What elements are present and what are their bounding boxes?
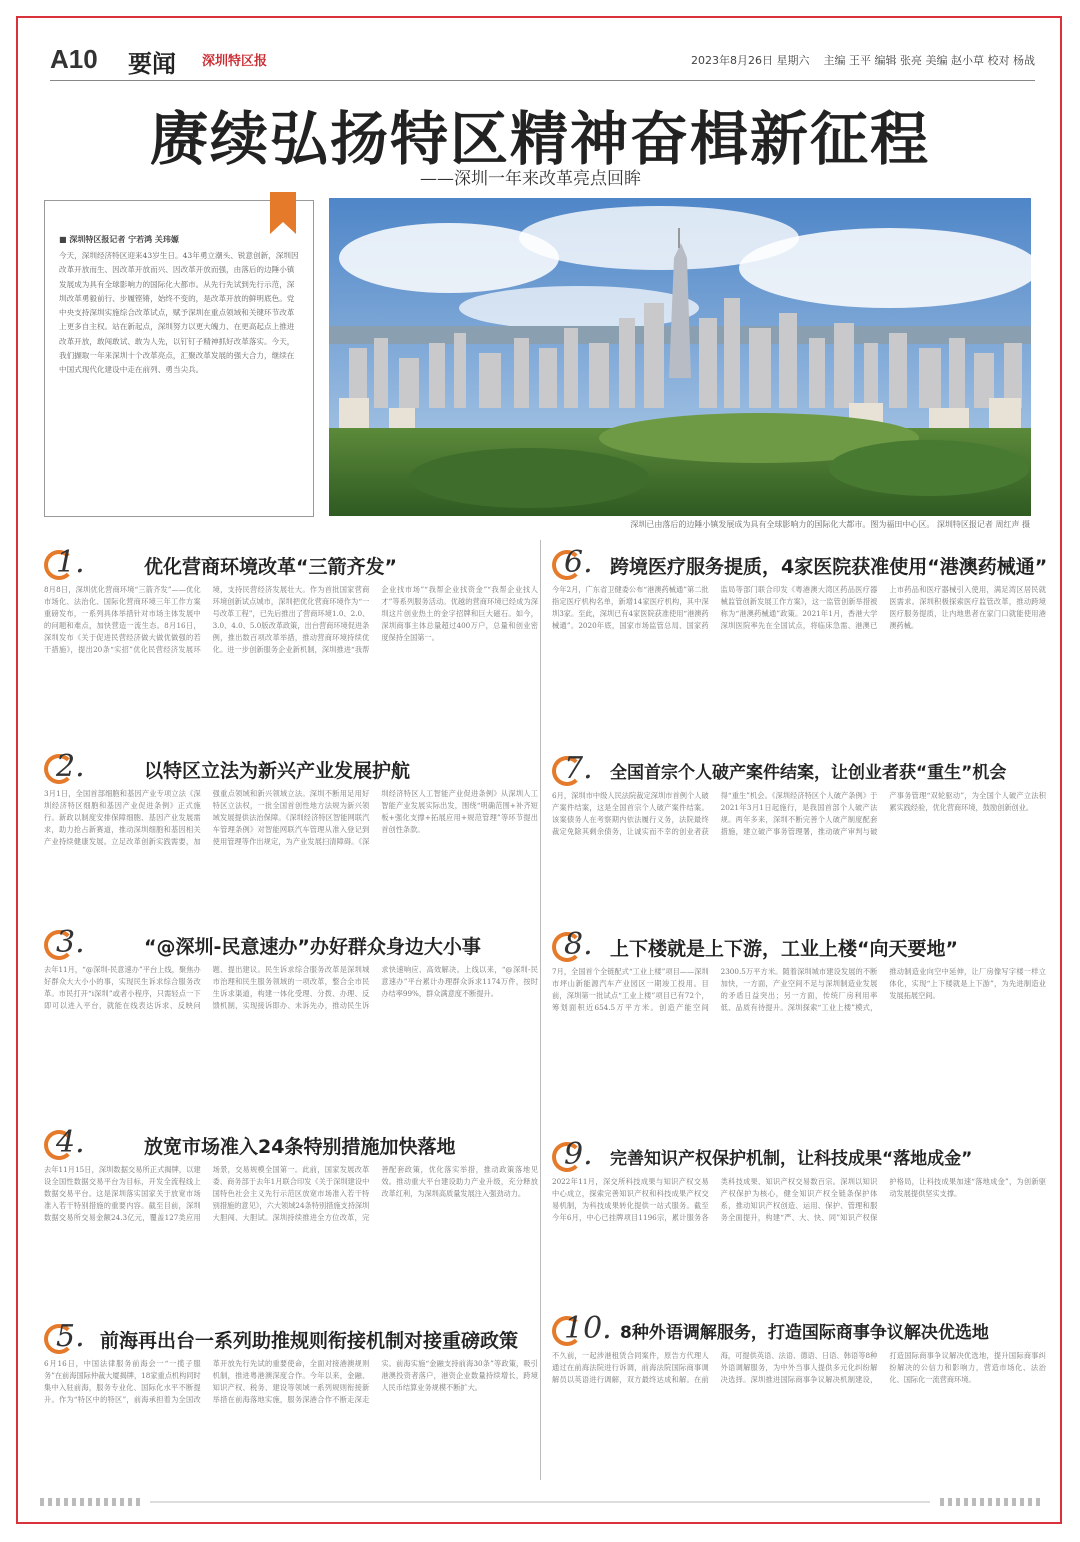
header-info bbox=[691, 52, 1035, 68]
section-title: 以特区立法为新兴产业发展护航 bbox=[144, 760, 411, 782]
section-title: 跨境医疗服务提质，4家医院获准使用“港澳药械通” bbox=[610, 556, 1048, 578]
section-title: 8种外语调解服务，打造国际商事争议解决优选地 bbox=[620, 1323, 989, 1343]
issue-date: 2023年8月26日 星期六 bbox=[691, 54, 810, 67]
section-number: 9. bbox=[564, 1137, 593, 1172]
newspaper-logo: 深圳特区报 bbox=[202, 54, 268, 69]
section-number: 3. bbox=[56, 925, 85, 960]
section-number-badge bbox=[552, 1311, 612, 1350]
bookmark-icon bbox=[270, 192, 296, 234]
section-body: 2022年11月，深交所科技成果与知识产权交易中心成立，探索完善知识产权和科技成果产权交易机制，为科技成果转化提供一站式服务。截至今年6月，中心已挂牌项目1196宗，累计服务各类科技成果、知识产权交易数百宗。深圳以知识产权保护为核心，健全知识产权全链条保护体系，推动知识产权创造、运用、保护、管理和服务全面提升，构建“严、大、快、同”知识产权保护格局，让科技成果加速“落地成金”，为创新驱动发展提供坚实支撑。 bbox=[552, 1177, 1046, 1222]
section-6 bbox=[552, 545, 1048, 748]
section-title: 上下楼就是上下游，工业上楼“向天要地” bbox=[610, 938, 958, 960]
section-body: 6月，深圳市中级人民法院裁定深圳市首例个人破产案件结案，这是全国首宗个人破产案件结案。该案债务人在考察期内依法履行义务，法院最终裁定免除其剩余债务，让诚实而不幸的创业者获得“重生”机会。《深圳经济特区个人破产条例》于2021年3月1日起施行，是我国首部个人破产法规。两年多来，深圳不断完善个人破产制度配套措施，建立破产事务管理署，推动破产审判与破产事务管理“双轮驱动”，为全国个人破产立法积累实践经验，优化营商环境，鼓励创新创业。 bbox=[552, 791, 1046, 836]
section-title: 优化营商环境改革“三箭齐发” bbox=[144, 556, 397, 578]
section-7 bbox=[552, 751, 1046, 934]
reporter-byline: ■ 深圳特区报记者 宁若鸿 关玮嫄 bbox=[59, 235, 179, 244]
section-number: 4. bbox=[56, 1125, 85, 1160]
section-number-badge bbox=[552, 751, 612, 790]
section-title: “@深圳-民意速办”办好群众身边大小事 bbox=[144, 936, 481, 958]
section-number-badge bbox=[44, 925, 104, 964]
editor-credits: 主编 王平 编辑 张亮 美编 赵小草 校对 杨战 bbox=[823, 54, 1035, 67]
city-skyline-photo bbox=[329, 198, 1031, 516]
section-title: 全国首宗个人破产案件结案，让创业者获“重生”机会 bbox=[610, 763, 1007, 783]
section-number-badge bbox=[552, 1137, 612, 1176]
section-body: 6月16日，中国法律服务前海会一“一揽子服务”在前海国际仲裁大厦揭牌，18家重点机构同时集中入驻前海，服务专业化、国际化水平不断提升。作为“特区中的特区”，前海承担着为全国改革开放先行先试的重要使命，全面对接港澳规则机制，推进粤港澳深度合作。今年以来，金融、知识产权、税务、建设等领域一系列规则衔接新举措在前海落地实施，服务深港合作不断走深走实。前海实施“金融支持前海30条”等政策，吸引港澳投资者落户，港资企业数量持续增长，跨境人民币结算业务规模不断扩大。 bbox=[44, 1359, 538, 1404]
page-footer bbox=[40, 1498, 1040, 1508]
section-2 bbox=[44, 749, 538, 928]
section-number: 1. bbox=[56, 545, 85, 580]
section-number: 7. bbox=[564, 751, 593, 786]
section-title: 放宽市场准入24条特别措施加快落地 bbox=[144, 1136, 456, 1158]
section-body: 今年2月，广东省卫健委公布“港澳药械通”第二批指定医疗机构名单，新增14家医疗机构，其中深圳3家。至此，深圳已有4家医院获准使用“港澳药械通”。2020年底，国家市场监管总局、国家药监局等部门联合印发《粤港澳大湾区药品医疗器械监管创新发展工作方案》，这一监管创新举措被称为“港澳药械通”政策。2021年1月，香港大学深圳医院率先在全国试点，将临床急需、港澳已上市药品和医疗器械引入使用，满足湾区居民就医需求。深圳积极探索医疗监管改革，推动跨境医疗服务提质，让内地患者在家门口就能使用港澳药械。 bbox=[552, 585, 1046, 630]
section-number-badge bbox=[44, 749, 104, 788]
section-10 bbox=[552, 1311, 1046, 1492]
section-number: 6. bbox=[564, 545, 593, 580]
headline: 赓续弘扬特区精神奋楫新征程 bbox=[149, 105, 930, 173]
section-1 bbox=[44, 545, 538, 748]
subheadline: ——深圳一年来改革亮点回眸 bbox=[420, 169, 641, 189]
section-number: 5. bbox=[56, 1319, 85, 1354]
page-number: A10 bbox=[50, 44, 98, 74]
section-number-badge bbox=[552, 545, 612, 584]
section-title: 完善知识产权保护机制，让科技成果“落地成金” bbox=[610, 1149, 973, 1169]
section-number-badge bbox=[44, 1125, 104, 1164]
section-number: 8. bbox=[564, 927, 593, 962]
section-name: 要闻 bbox=[128, 50, 176, 78]
section-4 bbox=[44, 1125, 538, 1320]
section-body: 3月1日，全国首部细胞和基因产业专项立法《深圳经济特区细胞和基因产业促进条例》正式施行。新政以制度安排保障细胞、基因产业发展需求，助力抢占新赛道，推动深圳细胞和基因相关产业持续健康发展。立足改革创新实践需要，加强重点领域和新兴领域立法。深圳不断用足用好特区立法权，一批全国首创性地方法规为新兴领域发展提供法治保障。《深圳经济特区智能网联汽车管理条例》对智能网联汽车管理从准入登记到使用管理等作出规定，为产业发展扫清障碍。《深圳经济特区人工智能产业促进条例》从深圳人工智能产业发展实际出发，围绕“明确范围+补齐短板+强化支撑+拓展应用+规范管理”等环节提出首创性条款。 bbox=[44, 789, 538, 846]
section-body: 7月，全国首个全链配式“工业上楼”项目——深圳市坪山新能源汽车产业园区一期竣工投用。目前，深圳第一批试点“工业上楼”项目已有72个，筹划面积近654.5万平方米。创造产能空间2300.5万平方米。随着深圳城市建设发展的不断加快，一方面，产业空间不足与深圳制造业发展的矛盾日益突出；另一方面，传统厂房利用率低、品质有待提升。深圳探索“工业上楼”模式，推动制造业向空中延伸，让厂房像写字楼一样立体化，实现“上下楼就是上下游”，为先进制造业发展拓展空间。 bbox=[552, 967, 1046, 1012]
section-3 bbox=[44, 925, 538, 1124]
section-body: 去年11月，“@深圳-民意速办”平台上线，聚焦办好群众大大小小的事，实现民生诉求综合服务改革。市民打开“i深圳”或者小程序，只需轻点一下即可以进入平台，就能在线表达诉求、反映问题、提出建议。民生诉求综合服务改革是深圳城市治理和民生服务领域的一项改革，整合全市民生诉求渠道，构建一体化受理、分拨、办理、反馈机制，实现接诉即办、未诉先办，推动民生诉求快速响应、高效解决。上线以来，“@深圳-民意速办”平台累计办理群众诉求1174万件，按时办结率99%，群众满意度不断提升。 bbox=[44, 965, 538, 1010]
photo-caption: 深圳已由落后的边陲小镇发展成为具有全球影响力的国际化大都市。图为福田中心区。 深圳特区报记者 周红声 摄 bbox=[630, 520, 1030, 529]
section-body: 8月8日，深圳优化营商环境“三箭齐发”——优化市场化、法治化、国际化营商环境三年工作方案重磅发布，一系列具体举措针对市场主体发展中的问题和难点，加快营造一流生态。8月16日，深圳发布《关于促进民营经济做大做优做强的若干措施》，提出20条“实招”优化民营经济发展环境，支持民营经济发展壮大。作为首批国家营商环境创新试点城市，深圳把优化营商环境作为“一号改革工程”，已先后推出了营商环境1.0、2.0、3.0、4.0、5.0版改革政策，出台营商环境促进条例，推出数百项改革举措，推动营商环境持续优化。进一步创新服务企业新机制，深圳推进“我帮企业找市场”“我帮企业找资金”“我帮企业找人才”等系列服务活动。优越的营商环境已经成为深圳这片创业热土的金字招牌和巨大磁石。如今，深圳商事主体总量超过400万户，总量和创业密度保持全国第一。 bbox=[44, 585, 538, 654]
section-number: 2. bbox=[56, 749, 85, 784]
section-body: 去年11月15日，深圳数据交易所正式揭牌，以建设全国性数据交易平台为目标，开发全流程线上数据交易平台。这是深圳落实国家关于放宽市场准入若干特别措施的重要内容。截至目前，深圳数据交易所交易金额24.3亿元，覆盖127类应用场景，交易规模全国第一。此前，国家发展改革委、商务部于去年1月联合印发《关于深圳建设中国特色社会主义先行示范区放宽市场准入若干特别措施的意见》，六大领域24条特别措施支持深圳大胆闯、大胆试。深圳持续推进全方位改革，完善配套政策，优化落实举措，推动政策落地见效。推动重大平台建设助力产业升级，充分释放改革红利，为深圳高质量发展注入强劲动力。 bbox=[44, 1165, 538, 1222]
section-number-badge bbox=[552, 927, 612, 966]
section-title: 前海再出台一系列助推规则衔接机制对接重磅政策 bbox=[100, 1330, 519, 1352]
intro-box bbox=[44, 200, 314, 517]
section-number-badge bbox=[44, 545, 104, 584]
section-9 bbox=[552, 1137, 1046, 1310]
intro-text: 今天，深圳经济特区迎来43岁生日。43年勇立潮头、锐意创新，深圳因改革开放而生、因改革开放而兴、因改革开放而强，由落后的边陲小镇发展成为具有全球影响力的国际化大都市。从先行先试到先行示范，深圳改革勇毅前行、步履铿锵，始终不变的，是改革开放的鲜明底色。党中央支持深圳实施综合改革试点，赋予深圳在重点领域和关键环节改革上更多自主权。站在新起点，深圳努力以更大魄力、在更高起点上推进改革开放，敢闯敢试、敢为人先，以钉钉子精神抓好改革落实。今天，我们撷取一年来深圳十个改革亮点，汇聚改革发展的强大合力，继续在中国式现代化建设中走在前列、勇当尖兵。 bbox=[59, 251, 299, 375]
section-number-badge bbox=[44, 1319, 104, 1358]
section-number: 10. bbox=[564, 1311, 612, 1346]
section-8 bbox=[552, 927, 1046, 1126]
section-body: 不久前，一起涉港租赁合同案件，原告方代理人通过在前海法院进行诉调，前海法院国际商事调解员以英语进行调解，双方最终达成和解。在前海，可提供英语、法语、德语、日语、韩语等8种外语调解服务，为中外当事人提供多元化纠纷解决选择。深圳推进国际商事争议解决机制建设，打造国际商事争议解决优选地，提升国际商事纠纷解决的公信力和影响力，营造市场化、法治化、国际化一流营商环境。 bbox=[552, 1351, 1046, 1384]
page-header bbox=[50, 44, 1035, 81]
column-divider bbox=[540, 540, 541, 1480]
section-5 bbox=[44, 1319, 538, 1492]
